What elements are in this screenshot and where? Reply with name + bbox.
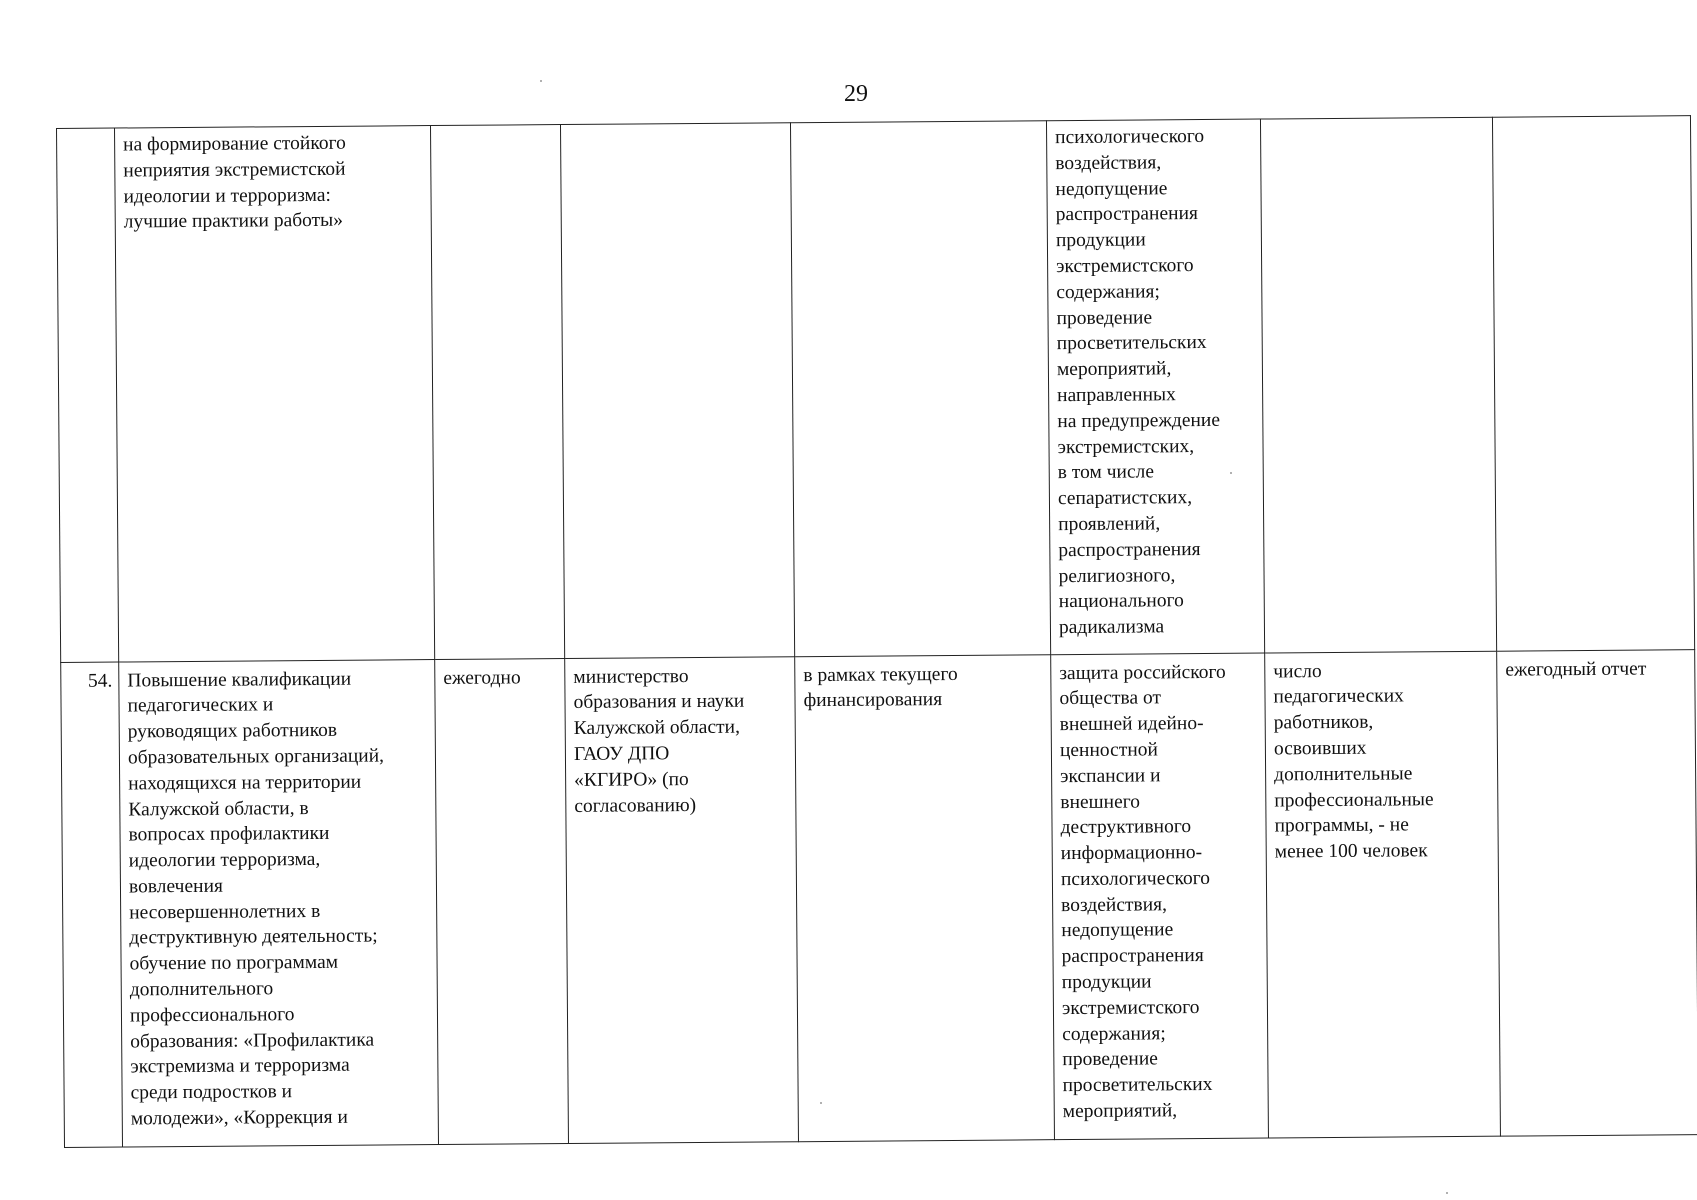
deadline-cell	[435, 658, 569, 1144]
result-cell	[1051, 653, 1269, 1140]
executors-text: министерство образования и науки Калужской области, ГАОУ ДПО «КГИРО» (по согласованию)	[573, 665, 745, 817]
indicator-cell	[1265, 651, 1501, 1138]
event-cell	[115, 126, 435, 662]
row-number-cell	[61, 662, 123, 1148]
scan-speck	[540, 80, 542, 82]
event-cell	[119, 659, 439, 1147]
funding-text: в рамках текущего финансирования	[803, 663, 958, 712]
result-text: защита российского общества от внешней идейно- ценностной экспансии и внешнего деструктивного информационно- психологического воздействия, недопущение распространения продукции экстремистского содержания; проведение просветительских мероприятий,	[1059, 661, 1226, 1123]
executors-cell	[565, 656, 799, 1143]
event-text: на формирование стойкого неприятия экстремистской идеологии и терроризма: лучшие практики работы»	[123, 132, 346, 233]
result-text: психологического воздействия, недопущение распространения продукции экстремистского содержания; проведение просветительских мероприятий, направленных на предупреждение экстремистских, в том числе сепаратистских, проявлений, распространения религиозного, национального радикализма	[1055, 125, 1221, 639]
deadline-cell	[430, 125, 564, 660]
table-row-continued	[57, 116, 1695, 662]
scan-speck	[1446, 1192, 1448, 1194]
row-number: 54.	[87, 670, 113, 692]
report-cell	[1497, 649, 1697, 1136]
report-text: ежегодный отчет	[1505, 658, 1647, 681]
measures-table	[56, 115, 1697, 1148]
scan-speck	[1230, 472, 1232, 474]
table-row-54	[61, 649, 1697, 1147]
scan-speck	[820, 1102, 822, 1104]
deadline-text: ежегодно	[443, 666, 521, 689]
indicator-text: число педагогических работников, освоивших дополнительные профессиональные программы, - не менее 100 человек	[1273, 660, 1434, 863]
row-number-cell	[57, 128, 119, 662]
page-number: 29	[844, 81, 868, 107]
report-cell	[1492, 116, 1694, 651]
event-text: Повышение квалификации педагогических и руководящих работников образовательных организаций, находящихся на территории Калужской области, в вопросах профилактики идеологии терроризма, вовлечения несовершеннолетних в деструктивную деятельность; обучение по программам дополнительного профессионального образования: «Профилактика экстремизма и терроризма среди подростков и молодежи», «Коррекция и	[127, 668, 385, 1130]
indicator-cell	[1260, 117, 1496, 652]
funding-cell	[795, 654, 1055, 1141]
funding-cell	[790, 121, 1050, 657]
executors-cell	[560, 123, 794, 658]
result-cell	[1046, 119, 1264, 654]
